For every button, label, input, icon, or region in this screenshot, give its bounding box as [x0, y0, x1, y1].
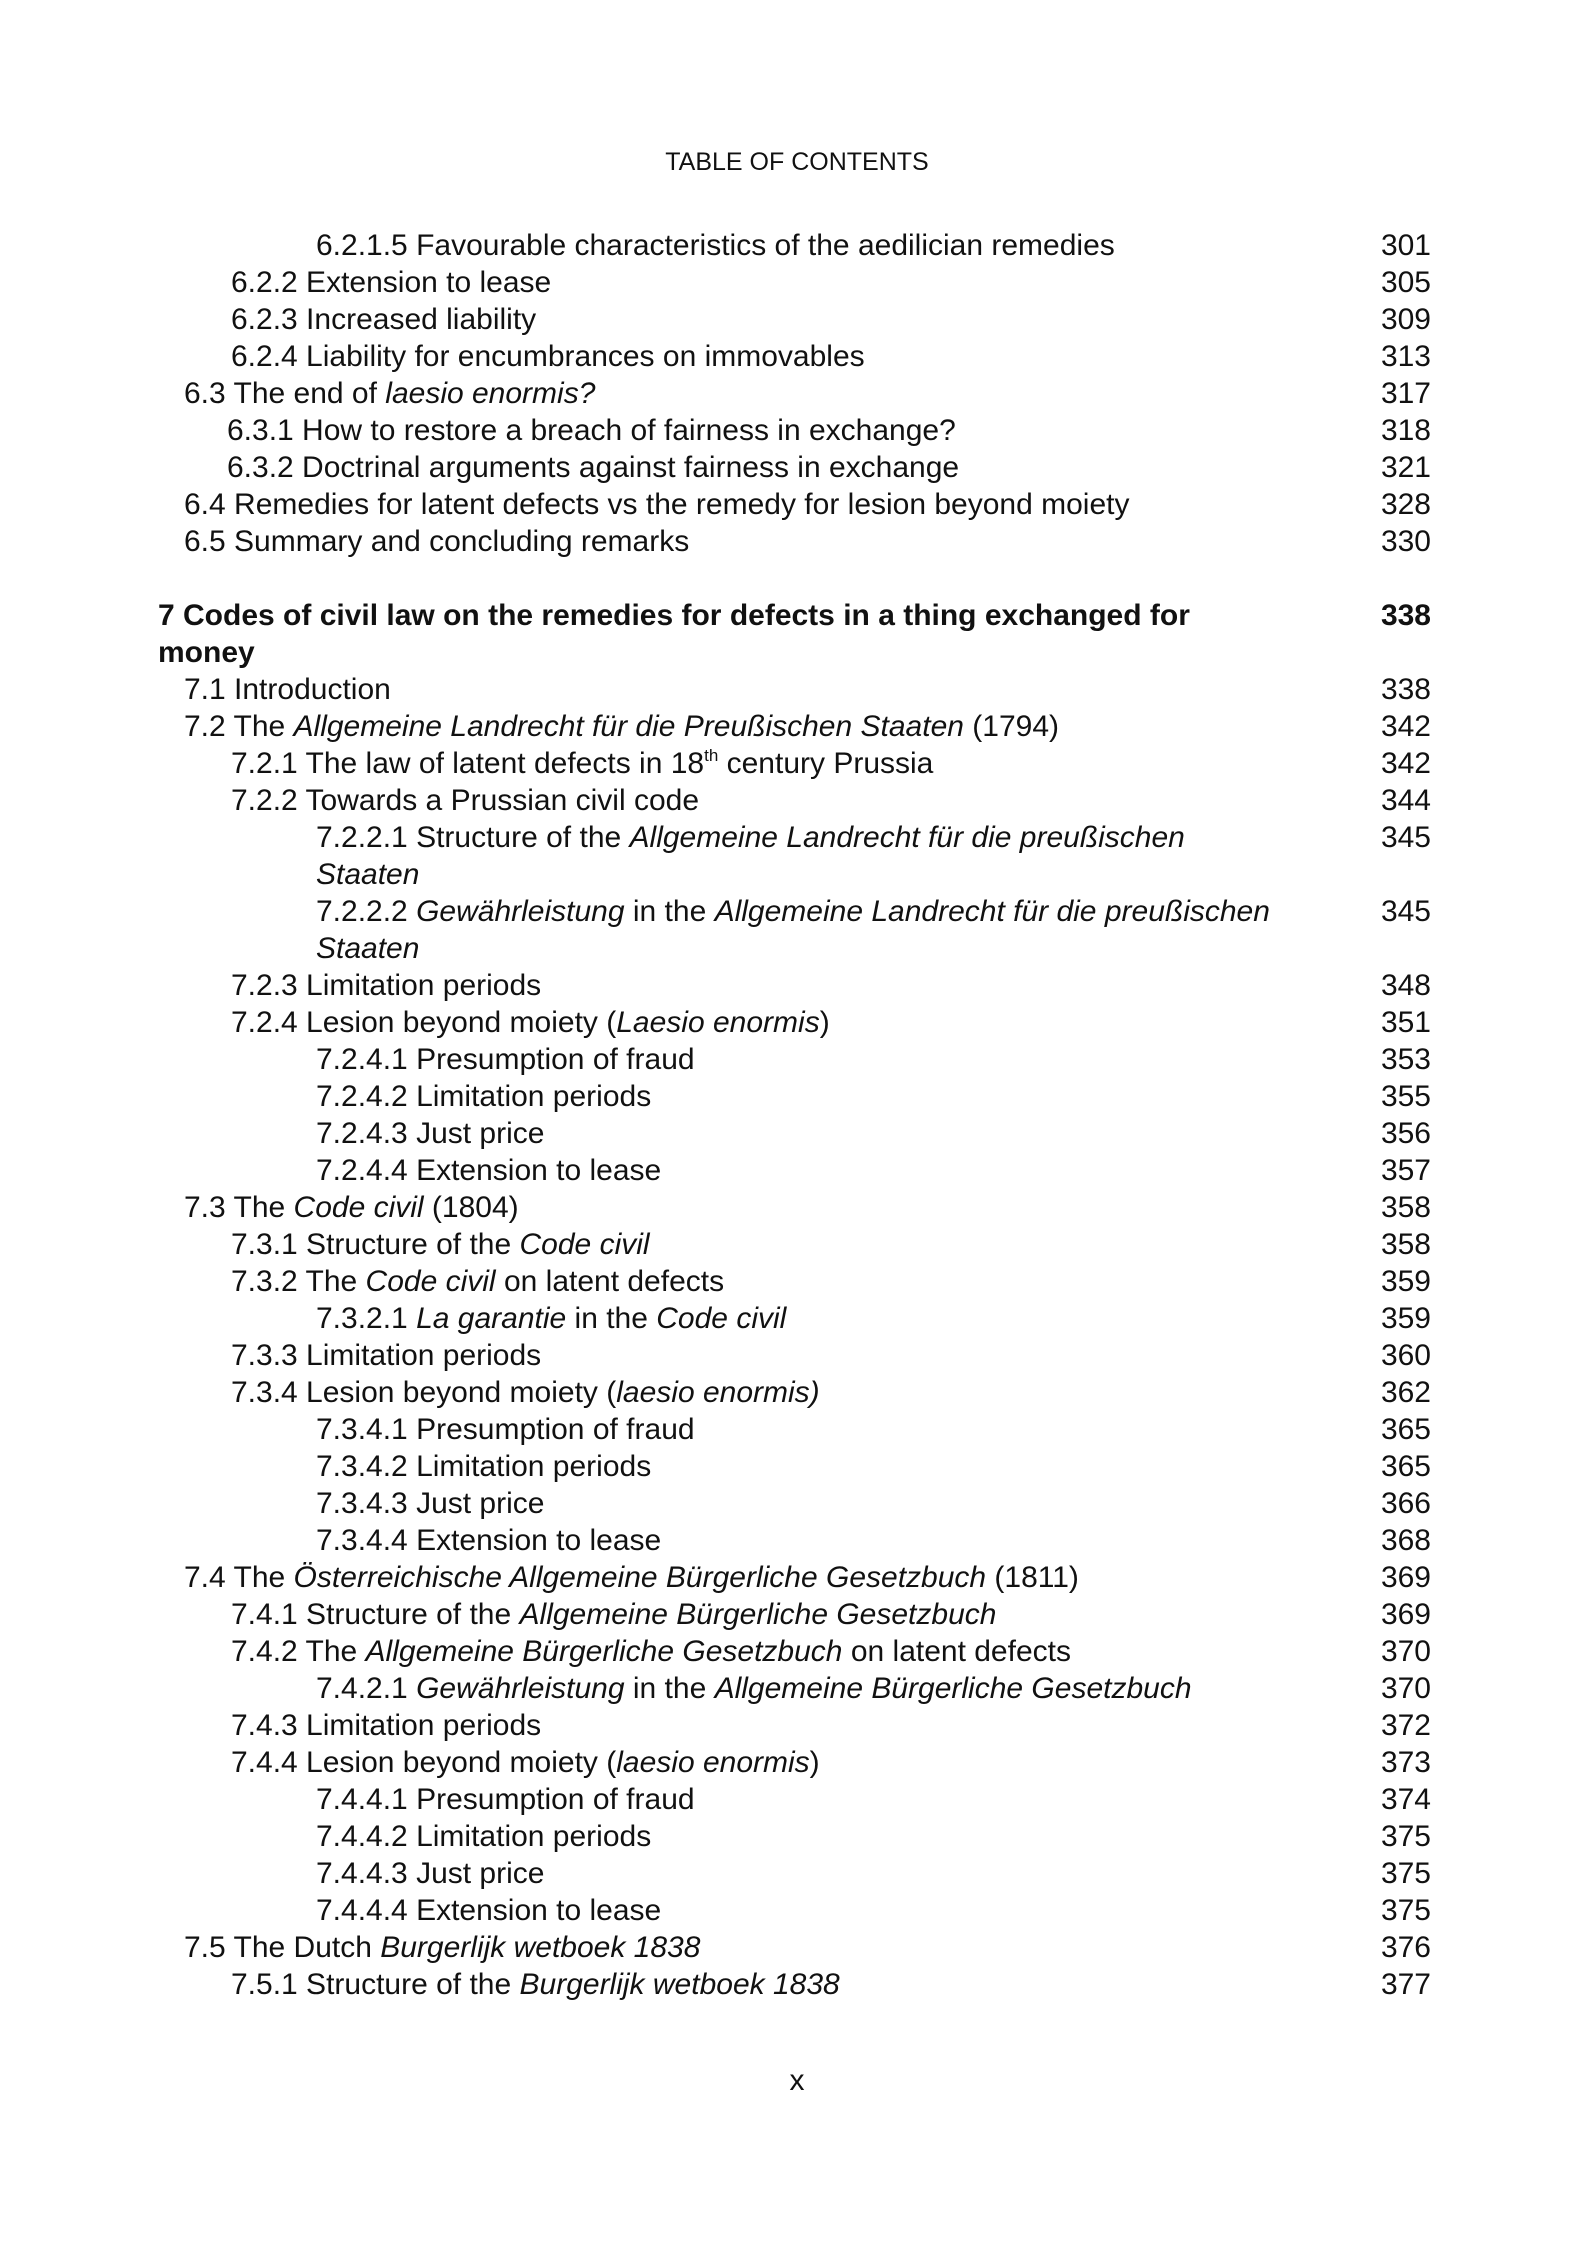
- toc-entry-page: 328: [1380, 488, 1431, 521]
- toc-entry-title: [316, 1152, 1348, 1189]
- toc-entry[interactable]: [0, 597, 1594, 671]
- toc-entry-title: [231, 1633, 1348, 1670]
- toc-entry-title: [316, 1115, 1348, 1152]
- title-text: 7.3 The: [184, 1191, 294, 1224]
- italic-text: Code civil: [365, 1265, 496, 1298]
- toc-entry[interactable]: [0, 1855, 1594, 1892]
- title-text: 7 Codes of civil law on the remedies for defects in a thing exchanged for: [158, 599, 1190, 632]
- toc-entry-title: [184, 375, 1348, 412]
- toc-entry-page: 355: [1380, 1080, 1431, 1113]
- toc-entry-title: [316, 1892, 1348, 1929]
- title-text: 7.4.1 Structure of the: [231, 1598, 520, 1631]
- title-text: 7.4.4.4 Extension to lease: [316, 1894, 662, 1927]
- toc-entry-title: [231, 264, 1348, 301]
- italic-text: Allgemeine Landrecht für die preußischen: [714, 895, 1270, 928]
- title-text: 7.2.1 The law of latent defects in 18: [231, 747, 705, 780]
- toc-entry[interactable]: [0, 1818, 1594, 1855]
- title-text: 6.3.1 How to restore a breach of fairness in exchange?: [227, 414, 956, 447]
- toc-entry-page: 366: [1380, 1487, 1431, 1520]
- title-text: 6.2.3 Increased liability: [231, 303, 537, 336]
- toc-entry-page: 375: [1380, 1857, 1431, 1890]
- toc-entry-page: 358: [1380, 1191, 1431, 1224]
- running-header: TABLE OF CONTENTS: [665, 148, 929, 176]
- italic-text: Gewährleistung: [416, 1672, 625, 1705]
- toc-entry[interactable]: [0, 1929, 1594, 1966]
- toc-entry-title: [231, 1337, 1348, 1374]
- toc-entry-title: [231, 1226, 1348, 1263]
- title-text: 7.3.4.1 Presumption of fraud: [316, 1413, 695, 1446]
- title-text: 7.5.1 Structure of the: [231, 1968, 520, 2001]
- title-text: 6.4 Remedies for latent defects vs the remedy for lesion beyond moiety: [184, 488, 1130, 521]
- toc-entry[interactable]: [0, 1337, 1594, 1374]
- toc-entry-page: 353: [1380, 1043, 1431, 1076]
- toc-entry-page: 345: [1380, 895, 1431, 928]
- toc-entry-title: [316, 227, 1348, 264]
- toc-entry[interactable]: [0, 1744, 1594, 1781]
- italic-text: laesio enormis?: [385, 377, 596, 410]
- toc-entry-page: 368: [1380, 1524, 1431, 1557]
- toc-entry-title: [184, 486, 1348, 523]
- toc-entry-title: [184, 523, 1348, 560]
- title-text: 7.2.4.3 Just price: [316, 1117, 545, 1150]
- title-text: in the: [624, 1672, 715, 1705]
- toc-entry-title: [227, 412, 1348, 449]
- title-text: 7.3.4.3 Just price: [316, 1487, 545, 1520]
- toc-entry-title: [184, 671, 1348, 708]
- italic-text: Staaten: [316, 858, 420, 891]
- toc-entry-title: [316, 1448, 1348, 1485]
- title-text: 7.3.4 Lesion beyond moiety (: [231, 1376, 617, 1409]
- toc-entry-title: [316, 1300, 1348, 1337]
- italic-text: Allgemeine Bürgerliche Gesetzbuch: [365, 1635, 843, 1668]
- toc-entry[interactable]: [0, 1115, 1594, 1152]
- title-text: 6.2.2 Extension to lease: [231, 266, 552, 299]
- toc-entry-page: 365: [1380, 1450, 1431, 1483]
- title-text: 7.3.3 Limitation periods: [231, 1339, 542, 1372]
- table-of-contents: [0, 227, 1594, 2003]
- toc-entry[interactable]: [0, 1670, 1594, 1707]
- title-text: 7.4.2.1: [316, 1672, 417, 1705]
- page-number-footer: x: [789, 2064, 805, 2097]
- toc-entry-page: 301: [1380, 229, 1431, 262]
- toc-entry[interactable]: [0, 1707, 1594, 1744]
- italic-text: laesio enormis): [616, 1376, 820, 1409]
- italic-text: Burgerlijk wetboek 1838: [519, 1968, 840, 2001]
- toc-entry-title: [231, 1374, 1348, 1411]
- italic-text: Laesio enormis: [616, 1006, 820, 1039]
- title-text: ): [809, 1746, 820, 1779]
- italic-text: Allgemeine Bürgerliche Gesetzbuch: [519, 1598, 997, 1631]
- toc-entry-page: 317: [1380, 377, 1431, 410]
- toc-entry-title: [316, 819, 1348, 893]
- toc-entry-page: 359: [1380, 1302, 1431, 1335]
- toc-entry-page: 344: [1380, 784, 1431, 817]
- toc-entry-title: [231, 1966, 1348, 2003]
- toc-entry[interactable]: [0, 1411, 1594, 1448]
- title-text: 7.4.4.3 Just price: [316, 1857, 545, 1890]
- toc-entry-title: [316, 1670, 1348, 1707]
- toc-entry[interactable]: [0, 1263, 1594, 1300]
- toc-entry[interactable]: [0, 782, 1594, 819]
- toc-entry[interactable]: [0, 1781, 1594, 1818]
- title-text: 6.3 The end of: [184, 377, 386, 410]
- toc-entry-page: 376: [1380, 1931, 1431, 1964]
- toc-entry-page: 348: [1380, 969, 1431, 1002]
- italic-text: Allgemeine Landrecht für die preußischen: [629, 821, 1185, 854]
- toc-entry-title: [231, 967, 1348, 1004]
- title-text: 7.2.4.2 Limitation periods: [316, 1080, 652, 1113]
- toc-entry[interactable]: [0, 227, 1594, 264]
- toc-entry[interactable]: [0, 1596, 1594, 1633]
- title-text: 7.4.3 Limitation periods: [231, 1709, 542, 1742]
- toc-entry[interactable]: [0, 745, 1594, 782]
- toc-entry-page: 345: [1380, 821, 1431, 854]
- title-text: 7.4.4 Lesion beyond moiety (: [231, 1746, 617, 1779]
- toc-entry[interactable]: [0, 967, 1594, 1004]
- toc-entry[interactable]: [0, 1374, 1594, 1411]
- title-text: 6.3.2 Doctrinal arguments against fairness in exchange: [227, 451, 960, 484]
- title-text: 7.3.4.4 Extension to lease: [316, 1524, 662, 1557]
- title-text: 7.4.4.2 Limitation periods: [316, 1820, 652, 1853]
- title-text: in the: [566, 1302, 657, 1335]
- title-text: 7.2.3 Limitation periods: [231, 969, 542, 1002]
- toc-entry-page: 374: [1380, 1783, 1431, 1816]
- toc-entry-page: 338: [1380, 673, 1431, 706]
- toc-entry[interactable]: [0, 819, 1594, 893]
- toc-entry[interactable]: [0, 1966, 1594, 2003]
- toc-entry[interactable]: [0, 1633, 1594, 1670]
- toc-entry-title: [316, 1078, 1348, 1115]
- toc-entry-page: 360: [1380, 1339, 1431, 1372]
- title-text: 7.2.4.4 Extension to lease: [316, 1154, 662, 1187]
- toc-entry-page: 370: [1380, 1672, 1431, 1705]
- toc-entry-title: [316, 893, 1348, 967]
- toc-entry-page: 318: [1380, 414, 1431, 447]
- title-text: 6.5 Summary and concluding remarks: [184, 525, 690, 558]
- toc-entry[interactable]: [0, 1522, 1594, 1559]
- toc-entry[interactable]: [0, 486, 1594, 523]
- toc-entry-page: 309: [1380, 303, 1431, 336]
- toc-entry-page: 369: [1380, 1561, 1431, 1594]
- toc-entry-title: [231, 338, 1348, 375]
- title-text: 7.2.2 Towards a Prussian civil code: [231, 784, 700, 817]
- toc-entry[interactable]: [0, 264, 1594, 301]
- toc-entry-title: [316, 1411, 1348, 1448]
- title-text: on latent defects: [842, 1635, 1071, 1668]
- toc-entry-page: 372: [1380, 1709, 1431, 1742]
- toc-entry[interactable]: [0, 1300, 1594, 1337]
- italic-text: Österreichische Allgemeine Bürgerliche Gesetzbuch: [293, 1561, 987, 1594]
- toc-entry[interactable]: [0, 1485, 1594, 1522]
- toc-entry-title: [231, 301, 1348, 338]
- title-text: (1811): [986, 1561, 1079, 1594]
- title-text: 7.2.4 Lesion beyond moiety (: [231, 1006, 617, 1039]
- toc-entry[interactable]: [0, 893, 1594, 967]
- title-text: 7.5 The Dutch: [184, 1931, 381, 1964]
- toc-entry-title: [316, 1485, 1348, 1522]
- title-text: 7.4.2 The: [231, 1635, 366, 1668]
- toc-entry[interactable]: [0, 1559, 1594, 1596]
- toc-entry[interactable]: [0, 1004, 1594, 1041]
- toc-entry-page: 373: [1380, 1746, 1431, 1779]
- toc-entry-page: 370: [1380, 1635, 1431, 1668]
- toc-entry[interactable]: [0, 449, 1594, 486]
- toc-entry-page: 313: [1380, 340, 1431, 373]
- italic-text: Burgerlijk wetboek 1838: [380, 1931, 701, 1964]
- toc-entry-page: 365: [1380, 1413, 1431, 1446]
- italic-text: laesio enormis: [616, 1746, 810, 1779]
- toc-entry-page: 369: [1380, 1598, 1431, 1631]
- toc-entry[interactable]: [0, 412, 1594, 449]
- toc-entry[interactable]: [0, 708, 1594, 745]
- toc-entry-page: 356: [1380, 1117, 1431, 1150]
- title-text: 7.2 The: [184, 710, 294, 743]
- toc-entry-title: [231, 1596, 1348, 1633]
- toc-entry-title: [231, 1707, 1348, 1744]
- italic-text: Code civil: [293, 1191, 424, 1224]
- toc-entry[interactable]: [0, 1892, 1594, 1929]
- title-text: 7.3.1 Structure of the: [231, 1228, 520, 1261]
- toc-entry-title: [231, 782, 1348, 819]
- toc-entry-page: 375: [1380, 1820, 1431, 1853]
- italic-text: Allgemeine Landrecht für die Preußischen Staaten: [293, 710, 964, 743]
- italic-text: Code civil: [656, 1302, 787, 1335]
- toc-entry-title: [231, 1004, 1348, 1041]
- toc-entry[interactable]: [0, 338, 1594, 375]
- toc-entry-title: [316, 1041, 1348, 1078]
- title-text: 6.2.4 Liability for encumbrances on immovables: [231, 340, 865, 373]
- toc-entry[interactable]: [0, 375, 1594, 412]
- toc-entry[interactable]: [0, 671, 1594, 708]
- title-text: 7.2.2.1 Structure of the: [316, 821, 630, 854]
- toc-entry[interactable]: [0, 1041, 1594, 1078]
- title-text: century Prussia: [718, 747, 934, 780]
- toc-entry[interactable]: [0, 523, 1594, 560]
- title-text: 7.1 Introduction: [184, 673, 391, 706]
- toc-entry[interactable]: [0, 1226, 1594, 1263]
- title-text: 7.3.2.1: [316, 1302, 417, 1335]
- toc-entry-title: [316, 1781, 1348, 1818]
- title-text: ): [819, 1006, 830, 1039]
- toc-entry-page: 359: [1380, 1265, 1431, 1298]
- title-text: (1794): [963, 710, 1059, 743]
- toc-entry-title: [316, 1855, 1348, 1892]
- toc-entry[interactable]: [0, 1448, 1594, 1485]
- toc-entry-title: [231, 1744, 1348, 1781]
- toc-entry-title: [184, 1189, 1348, 1226]
- title-text: money: [158, 636, 255, 669]
- title-text: 7.2.4.1 Presumption of fraud: [316, 1043, 695, 1076]
- toc-entry-page: 351: [1380, 1006, 1431, 1039]
- toc-entry-title: [227, 449, 1348, 486]
- toc-entry-page: 342: [1380, 710, 1431, 743]
- toc-entry-title: [184, 1929, 1348, 1966]
- title-text: 7.2.2.2: [316, 895, 417, 928]
- title-text: 7.3.2 The: [231, 1265, 366, 1298]
- toc-entry-page: 362: [1380, 1376, 1431, 1409]
- toc-entry-title: [316, 1818, 1348, 1855]
- toc-entry[interactable]: [0, 301, 1594, 338]
- italic-text: Gewährleistung: [416, 895, 625, 928]
- toc-entry-title: [316, 1522, 1348, 1559]
- title-text: 7.4 The: [184, 1561, 294, 1594]
- italic-text: Code civil: [519, 1228, 650, 1261]
- toc-entry-title: [184, 1559, 1348, 1596]
- toc-entry-page: 358: [1380, 1228, 1431, 1261]
- toc-entry-page: 338: [1380, 599, 1431, 632]
- italic-text: La garantie: [416, 1302, 567, 1335]
- toc-entry-title: [231, 745, 1348, 782]
- title-text: (1804): [423, 1191, 519, 1224]
- italic-text: Allgemeine Bürgerliche Gesetzbuch: [714, 1672, 1192, 1705]
- toc-entry-page: 330: [1380, 525, 1431, 558]
- title-text: on latent defects: [495, 1265, 725, 1298]
- toc-entry[interactable]: [0, 1078, 1594, 1115]
- toc-entry-page: 342: [1380, 747, 1431, 780]
- toc-entry-page: 377: [1380, 1968, 1431, 2001]
- toc-entry[interactable]: [0, 1189, 1594, 1226]
- title-text: 6.2.1.5 Favourable characteristics of the aedilician remedies: [316, 229, 1115, 262]
- toc-entry-page: 305: [1380, 266, 1431, 299]
- title-text: 7.4.4.1 Presumption of fraud: [316, 1783, 695, 1816]
- toc-entry-title: [184, 708, 1348, 745]
- toc-entry-page: 357: [1380, 1154, 1431, 1187]
- toc-entry-page: 375: [1380, 1894, 1431, 1927]
- italic-text: Staaten: [316, 932, 420, 965]
- superscript: th: [704, 746, 719, 765]
- toc-entry-page: 321: [1380, 451, 1431, 484]
- toc-entry[interactable]: [0, 1152, 1594, 1189]
- toc-entry-title: [158, 597, 1348, 671]
- title-text: in the: [624, 895, 715, 928]
- title-text: 7.3.4.2 Limitation periods: [316, 1450, 652, 1483]
- toc-entry-title: [231, 1263, 1348, 1300]
